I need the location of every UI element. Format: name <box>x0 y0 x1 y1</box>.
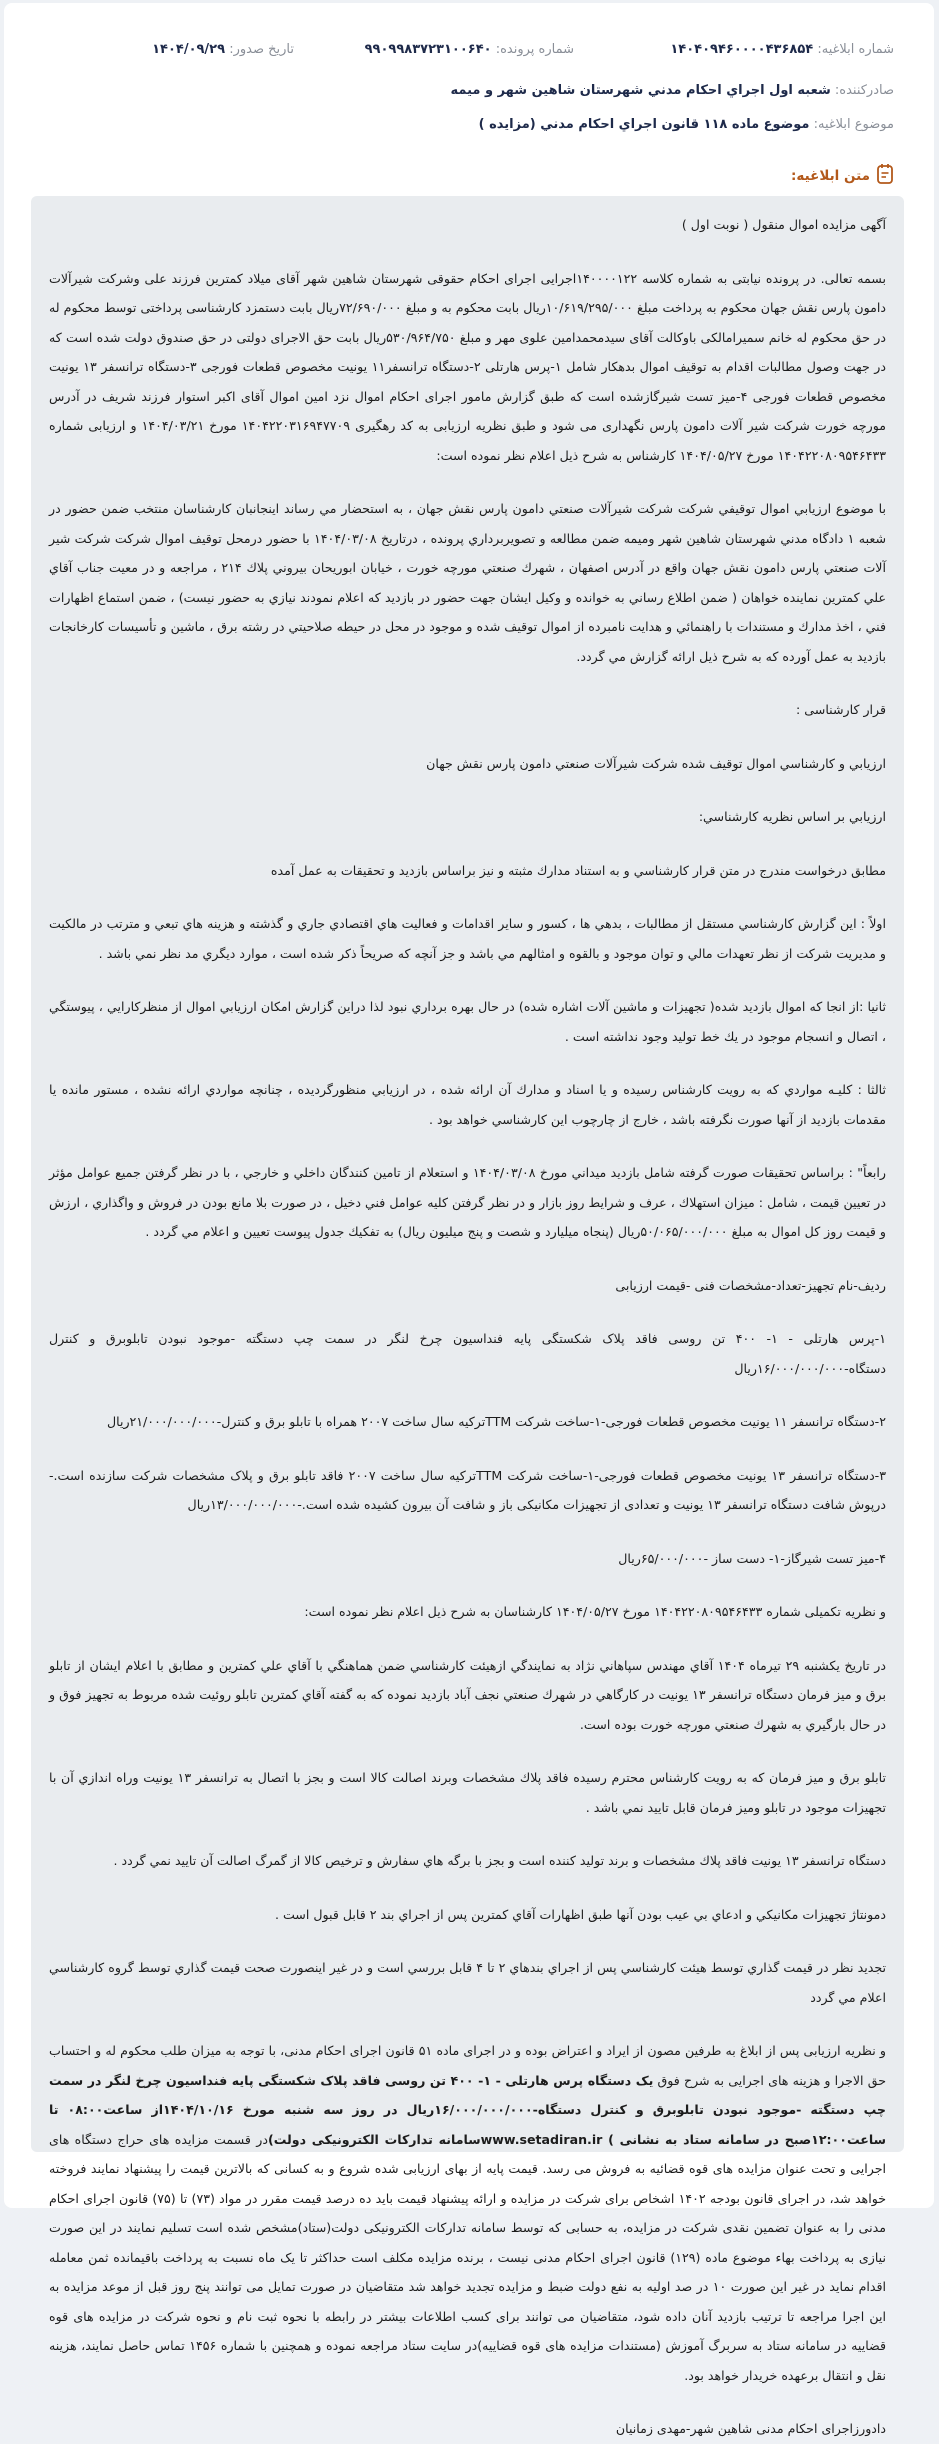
items-header: رديف-نام تجهيز-تعداد-مشخصات فنی -قيمت ارزيابی <box>615 1277 886 1293</box>
paragraph: و نظريه تکميلی شماره ۱۴۰۴۲۲۰۸۰۹۵۴۶۴۳۳ مورخ ۱۴۰۴/۰۵/۲۷ کارشناسان به شرح ذيل اعلام نظر نموده است: <box>304 1604 886 1619</box>
body-heading <box>791 163 894 189</box>
item-row: ۱-پرس هارتلی - ۱- ۴۰۰ تن روسی فاقد پلاک شکستگی پايه فنداسيون چرخ لنگر در سمت چپ دستگته -موجود نبودن تابلوبرق و کنترل دستگاه-۱۶/۰۰۰/۰۰۰/۰۰۰ريال <box>49 1331 886 1376</box>
notice-title: آگهی مزایده اموال منقول ( نوبت اول ) <box>681 217 886 232</box>
paragraph: قرار کارشناسی : <box>796 702 886 717</box>
paragraph: بسمه تعالی. در پرونده نیابتی به شماره کلاسه ۱۴۰۰۰۰۱۲۲اجرایی اجرای احکام حقوقی شهرستان شاهین شهر آقای میلاد کمترین فرزند علی وشرکت شیرآلات دامون پارس نقش جهان محکوم به پرداخت مبلغ ۱۰/۶۱۹/۲۹۵/۰۰۰ریال بابت محکوم به و مبلغ ۷۲/۶۹۰/۰۰۰ریال بابت دستمزد کارشناسی پرداختی توسط محکوم له در حق محکوم له خانم سمیرامالکی باوکالت آقای سیدمحمدامین علوی مهر و مبلغ ۵۳۰/۹۶۴/۷۵۰ریال بابت حق الاجرای دولتی در حق صندوق دولت شده است که در جهت وصول مطالبات اقدام به توقیف اموال بدهکار شامل ۱-پرس هارتلی ۲-دستگاه ترانسفر۱۱ یونیت مخصوص قطعات فورجی ۳-دستگاه ترانسفر ۱۳ یونیت مخصوص قطعات فورجی ۴-میز تست شیرگازشده است که طبق گزارش مامور اجرای احکام اموال نزد امین اموال آقای اکبر استوار فرزند شریف در آدرس مورچه خورت شرکت شیر آلات دامون پارس نگهداری می شود و طبق نظریه ارزیابی به کد رهگیری ۱۴۰۴۲۲۰۳۱۶۹۴۷۷۰۹ مورخ ۱۴۰۴/۰۳/۲۱ و ارزیابی شماره ۱۴۰۴۲۲۰۸۰۹۵۴۶۴۳۳ مورخ ۱۴۰۴/۰۵/۲۷ کارشناس به شرح ذیل اعلام نظر نموده است: <box>49 270 887 463</box>
notice-number <box>670 42 894 57</box>
paragraph: ارزيابي و كارشناسي اموال توقيف شده شركت شيرآلات صنعتي دامون پارس نقش جهان <box>426 755 886 771</box>
issuer-row <box>44 83 894 98</box>
auction-details: یک دستگاه پرس هارتلی - ۱- ۴۰۰ تن روسی فاقد پلاک شکستگی پایه فنداسیون چرخ لنگر در سمت چپ دستگته -موجود نبودن تابلوبرق و کنترل دستگاه-۱۶/۰۰۰/۰۰۰/۰۰۰ریال در روز سه شنبه مورخ ۱۴۰۴/۱۰/۱۶از ساعت۰۸:۰۰ تا ساعت۱۲:۰۰صبح در سامانه ستاد به نشانی ) www.setadiran.irسامانه تدارکات الکترونیکی دولت) <box>49 2072 887 2147</box>
signature: دادورزاجرای احکام مدنی شاهین شهر-مهدی زمانیان <box>615 2421 886 2436</box>
case-number-value: ۹۹۰۹۹۸۳۷۲۳۱۰۰۶۴۰ <box>364 41 492 57</box>
paragraph: دمونتاژ تجهيزات مكانيكي و ادعاي بي عيب بودن آنها طبق اظهارات آقاي كمترين پس از اجراي بند ۲ قابل قبول است . <box>274 1906 886 1922</box>
body-heading-label: متن ابلاغیه: <box>791 168 870 184</box>
auction-terms: در قسمت مزایده های حراج دستگاه های اجرایی و تحت عنوان مزایده های قوه قضائیه به فروش می رسد. قیمت پایه از بهای ارزیابی شده شروع و به کسانی که بالاترین قیمت را پیشنهاد نمایند فروخته خواهد شد، در اجرای قانون بودجه ۱۴۰۲ اشخاص برای شرکت در مزایده و ارائه پیشنهاد قیمت باید ده درصد قیمت مقرر در مواد (۷۳) تا (۷۵) قانون اجرای احکام مدنی را به عنوان تضمین نقدی شرکت در مزایده، به حسابی که توسط سامانه تدارکات الکترونیکی دولت(ستاد)مشخص شده است تسلیم نمایند در این صورت نیازی به پرداخت بهاء موضوع ماده (۱۲۹) قانون اجرای احکام مدنی نیست ، برنده مزایده مکلف است حداکثر تا یک ماه نسبت به پرداخت باقیمانده ثمن معامله اقدام نماید در غیر این صورت ۱۰ در صد اولیه به نفع دولت ضبط و مزایده تجدید خواهد شد متقاضیان در صورت تمایل می توانند پنج روز قبل از موعد مزایده به این اجرا مراجعه تا ترتیب بازدید آنان داده شود، متقاضیان می توانند برای کسب اطلاعات بیشتر در رابطه با نحوه ثبت نام و نحوه شرکت در مزایده های قوه قضاییه در سامانه ستاد به سربرگ آموزش (مستندات مزایده های قوه قضاییه)در سایت ستاد مراجعه نموده و همچنین با شماره ۱۴۵۶ تماس حاصل نمایند، هزینه نقل و انتقال برعهده خریدار خواهد بود. <box>49 2131 886 2383</box>
paragraph: تابلو برق و ميز فرمان كه به رويت كارشناس محترم رسيده فاقد پلاك مشخصات وبرند اصالت كالا است و بجز با اتصال به ترانسفر ۱۳ يونيت وراه اندازي آن با تجهيزات موجود در تابلو وميز فرمان قابل تاييد نمي باشد . <box>49 1770 886 1815</box>
item-row: ۲-دستگاه ترانسفر ۱۱ يونيت مخصوص قطعات فورجی-۱-ساخت شرکت TTMترکيه سال ساخت ۲۰۰۷ همراه با تابلو برق و کنترل-۲۱/۰۰۰/۰۰۰/۰۰۰ريال <box>106 1414 886 1429</box>
notepad-icon <box>876 163 894 189</box>
case-number <box>365 42 574 57</box>
notice-number-label: شماره ابلاغیه: <box>817 41 894 57</box>
paragraph: اولاً : اين گزارش كارشناسي مستقل از مطالبات ، بدهي ها ، كسور و ساير اقدامات و فعاليت هاي اقتصادي جاري و گذشته و هزينه هاي تبعي و مترتب در مالكيت و مديريت شركت از نظر تعهدات مالي و توان موجود و بالقوه و امثالهم مي باشد و جز آنچه كه صريحاً ذكر شده است ، موارد ديگري مد نظر نمي باشد . <box>49 916 886 961</box>
notice-body <box>31 196 904 2436</box>
issue-date <box>152 42 294 57</box>
paragraph: ارزيابي بر اساس نظريه كارشناسي: <box>698 809 886 824</box>
item-row: ۳-دستگاه ترانسفر ۱۳ يونيت مخصوص قطعات فورجی-۱-ساخت شرکت TTMترکيه سال ساخت ۲۰۰۷ فاقد تابلو برق و پلاک مشخصات شرکت سازنده است.-درپوش شافت دستگاه ترانسفر ۱۳ يونيت و تعدادی از تجهيزات مکانيکی باز و شافت آن بيرون کشيده شده است.-۱۳/۰۰۰/۰۰۰/۰۰۰ريال <box>49 1467 886 1512</box>
item-row: ۴-ميز تست شيرگاز-۱- دست ساز -۶۵/۰۰۰/۰۰۰ريال <box>618 1550 886 1566</box>
notice-card <box>4 3 934 2436</box>
paragraph: در تاريخ يكشنبه ۲۹ تيرماه ۱۴۰۴ آقاي مهندس سپاهاني نژاد به نمايندگي ازهيئت كارشناسي ضمن هماهنگي با آقاي علي كمترين و مطابق با اعلام ايشان از تابلو برق و ميز فرمان دستگاه ترانسفر ۱۳ يونيت در كارگاهي در شهرك صنعتي نجف آباد بازديد نموده كه به گفته آقاي كمترين تابلو روئيت شده مربوط به تجهيز فوق و در حال بارگيري به شهرك صنعتي مورچه خورت بوده است. <box>49 1657 887 1732</box>
case-number-label: شماره پرونده: <box>495 41 574 57</box>
auction-paragraph <box>49 2036 886 2390</box>
paragraph: ثانيا :از انجا كه اموال بازديد شده( تجهيزات و ماشين آلات اشاره شده) در حال بهره برداري نبود لذا دراين گزارش امكان ارزيابي اموال از منظركارايي ، پيوستگي ، اتصال و انسجام موجود در يك خط توليد وجود نداشته است . <box>49 999 886 1044</box>
issuer-label: صادرکننده: <box>834 83 894 98</box>
subject-row <box>44 117 894 132</box>
paragraph: دستگاه ترانسفر ۱۳ يونيت فاقد پلاك مشخصات و برند توليد كننده است و بجز با برگه هاي سفارش و ترخيص كالا از گمرگ اصالت آن تاييد نمي گردد . <box>113 1853 886 1868</box>
issuer-value: شعبه اول اجراي احكام مدني شهرستان شاهين شهر و ميمه <box>450 83 831 98</box>
paragraph: ثالثا : كليـه مواردي كه به رويت كارشناس رسيده و يا اسناد و مدارك آن ارائه شده ، در ارزيابي منظورگرديده ، چنانچه مواردي ارائه نشده ، مستور مانده يا مقدمات بازديد از آنها صورت نگرفته باشد ، خارج از چارچوب اين كارشناسي خواهد بود . <box>49 1082 886 1127</box>
issue-date-value: ۱۴۰۴/۰۹/۲۹ <box>152 41 226 57</box>
subject-label: موضوع ابلاغیه: <box>813 117 894 132</box>
auction-text: و نظریه ارزیابی پس از ابلاغ به طرفین مصون از ایراد و اعتراض بوده و در اجرای ماده ۵۱ قانون اجرای احکام مدنی، با توجه به میزان طلب محکوم له و احتساب حق الاجرا و هزینه های اجرایی به شرح فوق <box>49 2043 887 2088</box>
paragraph: با موضوع ارزيابي اموال توقيفي شركت شركت شيرآلات صنعتي دامون پارس نقش جهان ، به استحضار مي رساند اينجانبان كارشناسان منتخب ضمن حضور در شعبه ۱ دادگاه مدني شهرستان شاهين شهر وميمه ضمن مطالعه و تصويربرداري پرونده ، درتاريخ ۱۴۰۴/۰۳/۰۸ با حضور درمحل توقيف اموال شركت شركت شير آلات صنعتي پارس دامون نقش جهان واقع در آدرس اصفهان ، شهرك صنعتي مورچه خورت ، خيابان ابوريحان بيروني پلاك ۲۱۴ ، مراجعه و در معيت جناب آقاي علي كمترين نماينده خواهان ( ضمن اطلاع رساني به خوانده و وكيل ايشان جهت حضور در بازديد كه اعلام نمودند نيازي به حضور نيست) ، ضمن استماع اظهارات فني ، اخذ مدارك و مستندات با راهنمائي و هدايت نامبرده از اموال توقيف شده و موجود در محل در حيطه صلاحيتي در رشته برق ، ماشين و تأسيسات كارخانجات بازديد به عمل آورده كه به شرح ذيل ارائه گزارش مي گردد. <box>49 501 886 664</box>
issue-date-label: تاریخ صدور: <box>229 41 294 57</box>
paragraph: رابعاً" : براساس تحقيقات صورت گرفته شامل بازديد ميداني مورخ ۱۴۰۴/۰۳/۰۸ و استعلام از تامين كنندگان داخلي و خارجي ، با در نظر گرفتن جميع عوامل مؤثر در تعيين قيمت ، شامل : ميزان استهلاك ، عرف و شرايط روز بازار و در نظر گرفتن كليه عوامل فني دخيل ، در صورت بلا مانع بودن در فروش و واگذاري ، ارزش و قيمت روز كل اموال به مبلغ ۵۰/۰۶۵/۰۰۰/۰۰۰ريال (پنجاه ميليارد و شصت و پنج ميليون ريال) به تفكيك جدول پيوست تعيين و اعلام مي گردد . <box>49 1165 886 1239</box>
paragraph: تجديد نظر در قيمت گذاري توسط هيئت كارشناسي پس از اجراي بندهاي ۲ تا ۴ قابل بررسي است و در غير اينصورت صحت قيمت گذاري توسط گروه كارشناسي اعلام مي گردد <box>49 1960 886 2005</box>
subject-value: موضوع ماده ۱۱۸ قانون اجراي احكام مدني (مزايده ) <box>478 117 810 132</box>
notice-number-value: ۱۴۰۴۰۹۴۶۰۰۰۰۴۳۶۸۵۴ <box>670 41 814 57</box>
paragraph: مطابق درخواست مندرج در متن قرار كارشناسي و به استناد مدارك مثبته و نيز براساس بازديد و تحقيقات به عمل آمده <box>270 862 886 878</box>
